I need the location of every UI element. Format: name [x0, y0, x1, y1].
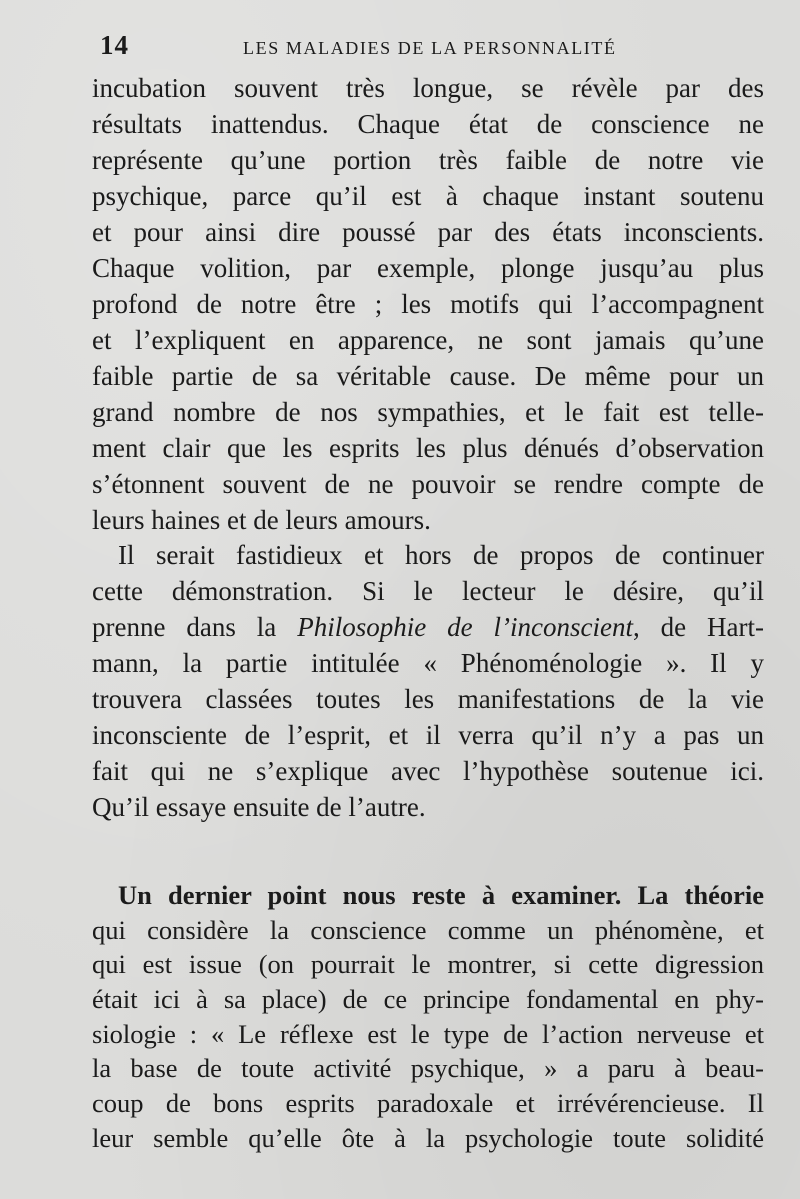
text-line: Qu’il essaye ensuite de l’autre. — [92, 792, 426, 822]
text-line: psychique, parce qu’il est à chaque instant soutenu — [92, 181, 764, 211]
text-line: résultats inattendus. Chaque état de conscience ne — [92, 109, 764, 139]
text-line: représente qu’une portion très faible de notre vie — [92, 145, 764, 175]
text-line: qui considère la conscience comme un phénomène, et — [92, 914, 764, 945]
text-line: leur semble qu’elle ôte à la psychologie toute solidité — [92, 1122, 764, 1153]
running-head — [100, 30, 760, 64]
text-segment: prenne dans la — [92, 612, 298, 642]
text-line: grand nombre de nos sympathies, et le fait est telle- — [92, 397, 764, 427]
text-line: était ici à sa place) de ce principe fondamental en phy- — [92, 984, 764, 1015]
paragraph-3 — [92, 878, 764, 1156]
text-line: qui est issue (on pourrait le montrer, si cette digression — [92, 949, 764, 980]
text-line: incubation souvent très longue, se révèle par des — [92, 73, 764, 103]
text-line: Chaque volition, par exemple, plonge jusqu’au plus — [92, 253, 764, 283]
text-line: coup de bons esprits paradoxale et irrévérencieuse. Il — [92, 1088, 764, 1119]
paragraph-1 — [92, 70, 764, 538]
text-line: cette démonstration. Si le lecteur le désire, qu’il — [92, 576, 764, 606]
paragraph-2 — [92, 537, 764, 825]
text-line: ment clair que les esprits les plus dénués d’observation — [92, 433, 764, 463]
text-line — [92, 609, 764, 645]
page-number: 14 — [100, 30, 129, 60]
running-title: LES MALADIES DE LA PERSONNALITÉ — [243, 38, 617, 58]
text-line: fait qui ne s’explique avec l’hypothèse soutenue ici. — [92, 756, 764, 786]
text-line: la base de toute activité psychique, » a paru à beau- — [92, 1053, 764, 1084]
book-title-italic: Philosophie de l’inconscient — [297, 612, 633, 642]
text-segment: , de Hart- — [632, 612, 765, 642]
text-line: Un dernier point nous reste à examiner. La théorie — [118, 880, 764, 910]
text-line: siologie : « Le réflexe est le type de l’action nerveuse et — [92, 1018, 764, 1049]
text-line: et pour ainsi dire poussé par des états inconscients. — [92, 217, 764, 247]
text-line: faible partie de sa véritable cause. De même pour un — [92, 361, 764, 391]
text-line: leurs haines et de leurs amours. — [92, 505, 431, 535]
text-line: profond de notre être ; les motifs qui l’accompagnent — [92, 289, 764, 319]
text-line: mann, la partie intitulée « Phénoménologie ». Il y — [92, 648, 764, 678]
text-line: Il serait fastidieux et hors de propos de continuer — [118, 540, 764, 570]
text-line: s’étonnent souvent de ne pouvoir se rendre compte de — [92, 469, 764, 499]
text-line: inconsciente de l’esprit, et il verra qu’il n’y a pas un — [92, 720, 764, 750]
text-line: et l’expliquent en apparence, ne sont jamais qu’une — [92, 325, 764, 355]
text-line: trouvera classées toutes les manifestations de la vie — [92, 684, 764, 714]
